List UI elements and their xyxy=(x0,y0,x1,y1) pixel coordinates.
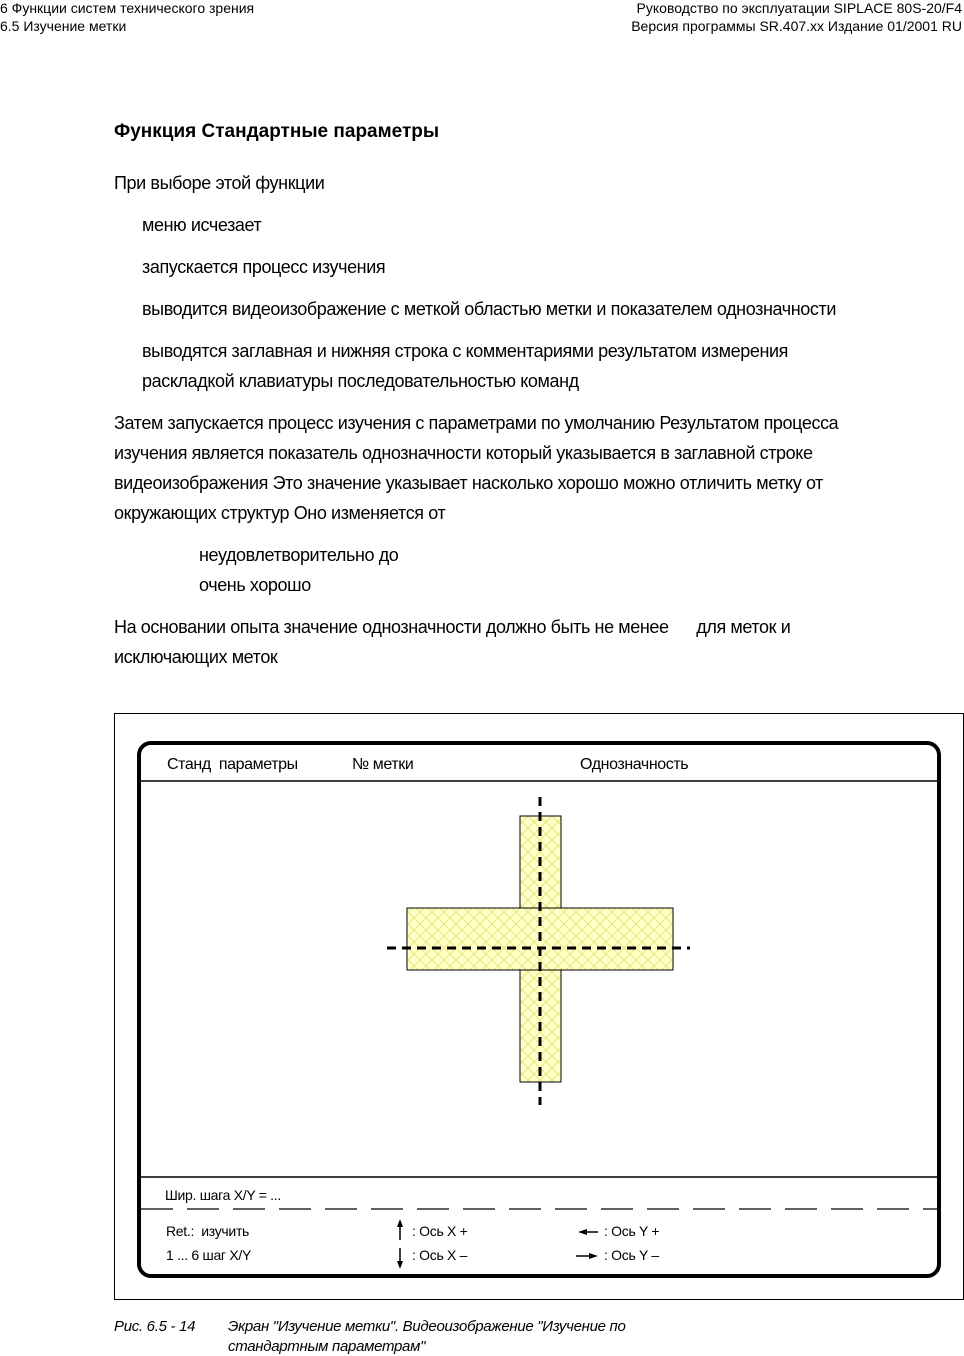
range-line: очень хорошо xyxy=(199,575,311,595)
header-chapter: 6 Функции систем технического зрения xyxy=(0,0,255,16)
key-y-plus: : Ось Y + xyxy=(604,1223,660,1239)
section-title: Функция Стандартные параметры xyxy=(114,121,440,142)
key-y-minus: : Ось Y – xyxy=(604,1247,659,1263)
bullet-item: выводится видеоизображение с меткой областью метки и показателем однозначности xyxy=(142,299,836,319)
key-ret-learn: Ret.: изучить xyxy=(166,1223,250,1239)
paragraph-line: исключающих меток xyxy=(114,647,278,667)
bullet-item: раскладкой клавиатуры последовательностью команд xyxy=(142,371,579,391)
uniqueness-label: Однозначность xyxy=(580,756,689,773)
caption-text: Экран "Изучение метки". Видеоизображение "Изучение по xyxy=(228,1318,626,1335)
key-x-plus: : Ось X + xyxy=(412,1223,468,1239)
mark-number-label: № метки xyxy=(352,756,414,773)
bullet-item: запускается процесс изучения xyxy=(142,257,386,277)
range-line: неудовлетворительно до xyxy=(199,545,399,565)
intro-text: При выборе этой функции xyxy=(114,173,325,193)
paragraph-line: На основании опыта значение однозначности должно быть не менее для меток и xyxy=(114,617,791,637)
header-manual: Руководство по эксплуатации SIPLACE 80S-20/F4 xyxy=(636,0,962,16)
caption-text: стандартным параметрам" xyxy=(228,1338,426,1355)
header-version: Версия программы SR.407.xx Издание 01/2001 RU xyxy=(631,18,962,34)
paragraph-line: изучения является показатель однозначности который указывается в заглавной строке xyxy=(114,443,813,463)
step-width-field: Шир. шага X/Y = ... xyxy=(165,1187,281,1203)
paragraph-line: Затем запускается процесс изучения с параметрами по умолчанию Результатом процесса xyxy=(114,413,839,433)
arrow-left-icon xyxy=(578,1229,598,1235)
arrow-right-icon xyxy=(576,1253,598,1259)
key-step: 1 ... 6 шаг X/Y xyxy=(166,1247,251,1263)
bullet-item: выводятся заглавная и нижняя строка с комментариями результатом измерения xyxy=(142,341,788,361)
paragraph-line: видеоизображения Это значение указывает насколько хорошо можно отличить метку от xyxy=(114,473,823,493)
paragraph-line: окружающих структур Оно изменяется от xyxy=(114,503,446,523)
screen-mode-label: Станд параметры xyxy=(167,756,298,773)
key-x-minus: : Ось X – xyxy=(412,1247,468,1263)
caption-label: Рис. 6.5 - 14 xyxy=(114,1318,196,1335)
arrow-up-icon xyxy=(397,1219,403,1240)
header-section: 6.5 Изучение метки xyxy=(0,18,127,34)
arrow-down-icon xyxy=(397,1248,403,1269)
bullet-item: меню исчезает xyxy=(142,215,262,235)
